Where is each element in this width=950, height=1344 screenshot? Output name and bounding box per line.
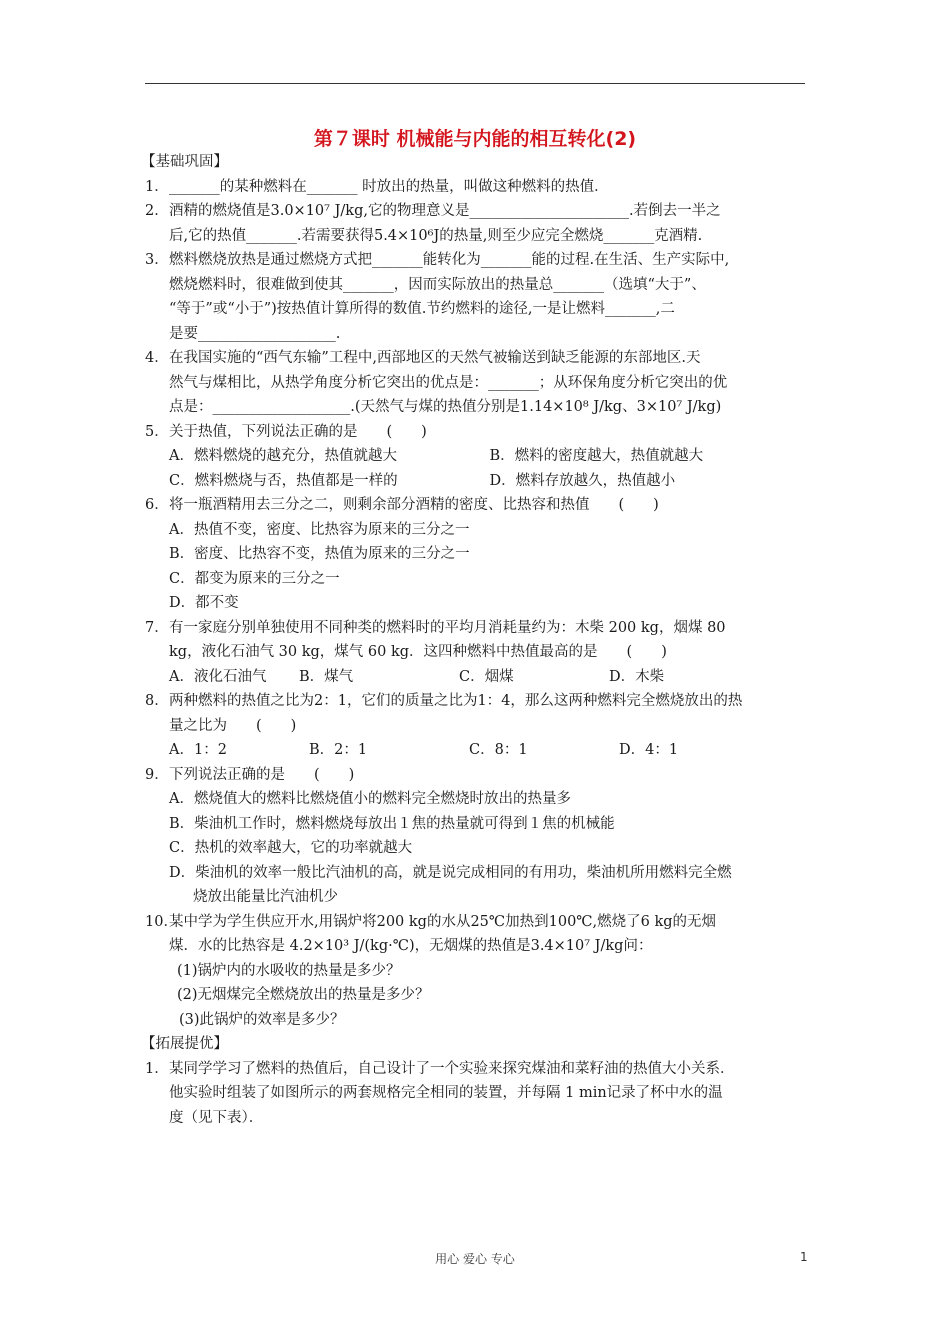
option-d: D．燃料存放越久，热值越小 — [489, 472, 676, 489]
option-a: A．燃料燃烧的越充分，热值就越大 — [169, 448, 397, 464]
page-number: 1 — [800, 1250, 808, 1264]
question-line: 他实验时组装了如图所示的两套规格完全相同的装置，并每隔 1 min记录了杯中水的温 — [169, 1085, 723, 1101]
question-line: 是要___________________. — [169, 325, 341, 342]
option-c: C．都变为原来的三分之一 — [169, 570, 340, 587]
sub-question-1: (1)锅炉内的水吸收的热量是多少？ — [177, 962, 401, 979]
option-d: D．木柴 — [609, 668, 665, 685]
sub-question-3: (3)此锅炉的效率是多少？ — [179, 1011, 345, 1028]
question-9 — [145, 763, 810, 788]
question-text: _______的某种燃料在_______ 时放出的热量，叫做这种燃料的热值． — [169, 178, 609, 195]
question-number: 2． — [145, 203, 169, 219]
option-b: B．密度、比热容不变，热值为原来的三分之一 — [169, 546, 470, 562]
option-b: B．2：1 — [309, 742, 368, 758]
option-a: A．燃烧值大的燃料比燃烧值小的燃料完全燃烧时放出的热量多 — [169, 791, 571, 807]
page-title: 第７课时 机械能与内能的相互转化(2) — [313, 128, 637, 150]
question-line: 燃料燃烧放热是通过燃烧方式把_______能转化为_______能的过程.在生活、生产实际中, — [169, 252, 730, 268]
question-7 — [145, 616, 810, 665]
question-5 — [145, 420, 810, 445]
option-d-continued: 烧放出能量比汽油机少 — [193, 889, 338, 905]
options-row — [145, 444, 810, 469]
section-heading-basic: 【基础巩固】 — [141, 154, 228, 170]
question-line: 度（见下表）． — [169, 1109, 264, 1126]
document-body — [141, 150, 810, 1130]
question-4 — [145, 346, 810, 420]
question-line: 量之比为 ( ) — [169, 717, 297, 734]
question-line: 某同学学习了燃料的热值后，自己设计了一个实验来探究煤油和菜籽油的热值大小关系． — [169, 1060, 735, 1077]
question-2 — [145, 199, 810, 248]
question-number: 9． — [145, 766, 169, 783]
question-text: 将一瓶酒精用去三分之二，则剩余部分酒精的密度、比热容和热值 ( ) — [169, 497, 659, 513]
question-number: 10． — [145, 913, 178, 930]
option-b: B．煤气 — [299, 668, 354, 685]
option-a: A．液化石油气 — [169, 668, 267, 685]
option-c: C．8：1 — [469, 742, 528, 758]
sub-question-2: (2)无烟煤完全燃烧放出的热量是多少？ — [177, 987, 430, 1003]
question-line: 某中学为学生供应开水,用锅炉将200 kg的水从25℃加热到100℃,燃烧了6 kg的无烟 — [169, 913, 717, 930]
option-a: A．1：2 — [169, 742, 227, 758]
question-line: 后,它的热值_______.若需要获得5.4×10⁶J的热量,则至少应完全燃烧_______克酒精. — [169, 227, 703, 244]
question-line: 燃烧燃料时，很难做到使其_______，因而实际放出的热量总_______（选填“大于”、 — [169, 276, 706, 293]
question-text: 下列说法正确的是 ( ) — [169, 766, 355, 783]
question-line: kg，液化石油气 30 kg，煤气 60 kg．这四种燃料中热值最高的是 ( ) — [169, 644, 667, 660]
option-b: B．燃料的密度越大，热值就越大 — [489, 448, 704, 464]
question-3 — [145, 248, 810, 346]
question-line: 有一家庭分别单独使用不同种类的燃料时的平均月消耗量约为：木柴 200 kg，烟煤 80 — [169, 619, 726, 636]
question-number: 4． — [145, 350, 169, 366]
option-c: C．烟煤 — [459, 668, 514, 685]
option-c: C．热机的效率越大，它的功率就越大 — [169, 840, 413, 856]
question-number: 7． — [145, 619, 169, 636]
question-number: 3． — [145, 252, 169, 268]
question-8 — [145, 689, 810, 738]
question-number: 8． — [145, 693, 169, 709]
option-a: A．热值不变，密度、比热容为原来的三分之一 — [169, 521, 470, 538]
question-number: 5． — [145, 423, 169, 440]
question-number: 6． — [145, 497, 169, 513]
options-row — [145, 738, 810, 763]
option-d: D．柴油机的效率一般比汽油机的高，就是说完成相同的有用功，柴油机所用燃料完全燃 — [169, 864, 732, 881]
options-row — [145, 469, 810, 494]
question-6 — [145, 493, 810, 518]
question-number: 1． — [145, 178, 169, 195]
question-line: 煤．水的比热容是 4.2×10³ J/(kg·℃)，无烟煤的热值是3.4×10⁷ J/kg问： — [169, 938, 653, 954]
option-c: C．燃料燃烧与否，热值都是一样的 — [169, 472, 398, 489]
question-line: “等于”或“小于”)按热值计算所得的数值.节约燃料的途径,一是让燃料_______,二 — [169, 301, 675, 317]
question-number: 1． — [145, 1060, 169, 1077]
question-line: 然气与煤相比，从热学角度分析它突出的优点是：_______；从环保角度分析它突出的优 — [169, 374, 728, 391]
page-footer: 用心 爱心 专心 — [435, 1252, 515, 1266]
question-text: 关于热值，下列说法正确的是 ( ) — [169, 423, 427, 440]
extension-question-1 — [145, 1057, 810, 1131]
section-heading-extension: 【拓展提优】 — [141, 1036, 228, 1052]
question-line: 点是：___________________.(天然气与煤的热值分别是1.14×10⁸ J/kg、3×10⁷ J/kg) — [169, 399, 722, 415]
question-line: 酒精的燃烧值是3.0×10⁷ J/kg,它的物理意义是______________________.若倒去一半之 — [169, 203, 721, 219]
option-d: D．都不变 — [169, 595, 239, 611]
option-d: D．4：1 — [619, 742, 679, 758]
question-line: 两种燃料的热值之比为2：1，它们的质量之比为1：4，那么这两种燃料完全燃烧放出的热 — [169, 693, 743, 709]
question-1 — [145, 175, 810, 200]
option-b: B．柴油机工作时，燃料燃烧每放出１焦的热量就可得到１焦的机械能 — [169, 815, 615, 832]
header-rule — [145, 83, 805, 84]
options-row — [145, 665, 810, 690]
question-line: 在我国实施的“西气东输”工程中,西部地区的天然气被输送到缺乏能源的东部地区.天 — [169, 350, 701, 366]
question-10 — [145, 910, 810, 959]
